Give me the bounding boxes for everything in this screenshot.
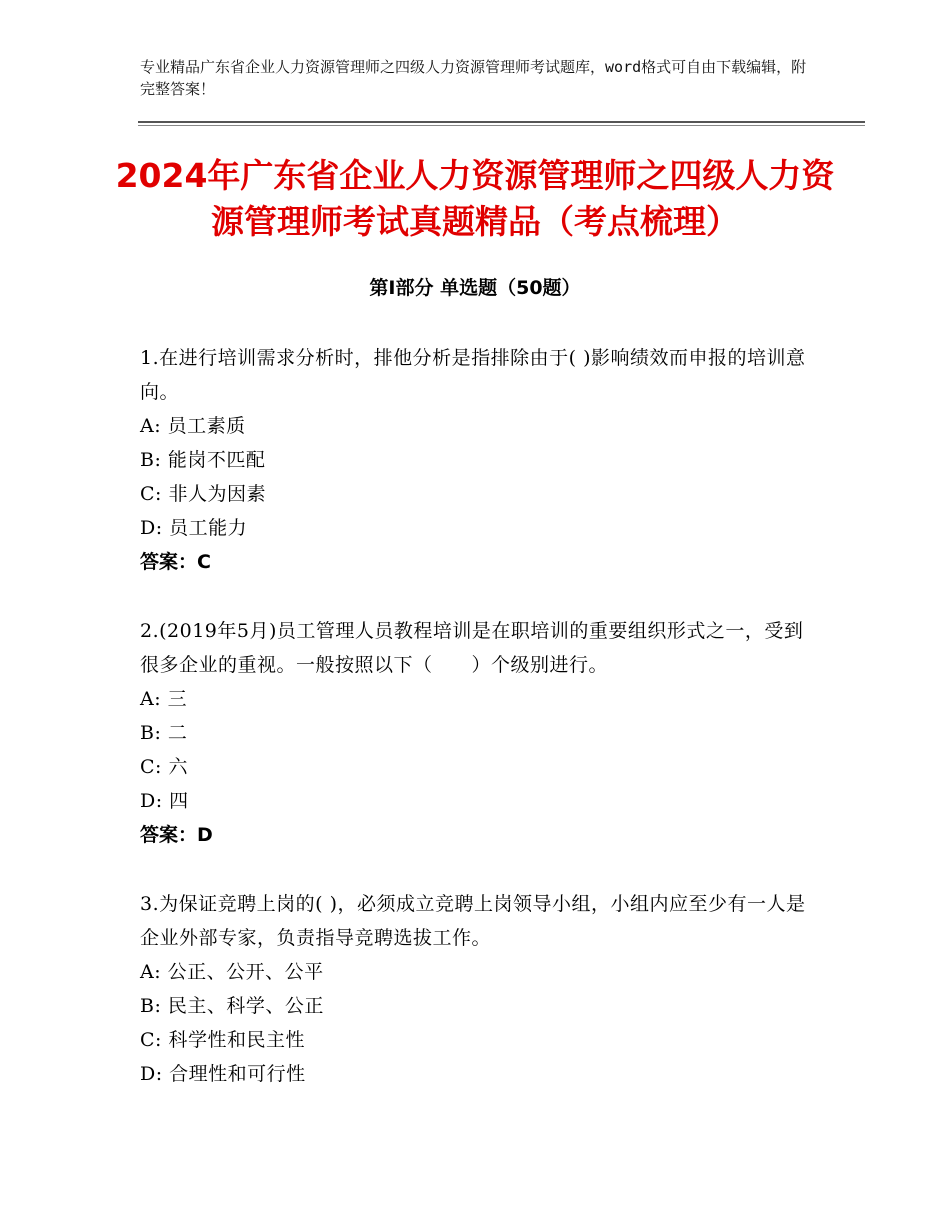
option-c: C: 六 bbox=[140, 756, 188, 778]
question-stem: 1.在进行培训需求分析时，排他分析是指排除由于( )影响绩效而申报的培训意向。 bbox=[140, 347, 806, 403]
option-d: D: 合理性和可行性 bbox=[140, 1063, 306, 1085]
question-stem: 2.(2019年5月)员工管理人员教程培训是在职培训的重要组织形式之一，受到很多企业的重视。一般按照以下（ ）个级别进行。 bbox=[140, 620, 804, 676]
header-divider-thin bbox=[138, 125, 865, 126]
option-d: D: 员工能力 bbox=[140, 517, 248, 539]
option-c: C: 科学性和民主性 bbox=[140, 1029, 305, 1051]
option-a: A: 三 bbox=[140, 688, 188, 710]
option-b: B: 能岗不匹配 bbox=[140, 449, 266, 471]
option-b: B: 民主、科学、公正 bbox=[140, 995, 324, 1017]
document-title: 2024年广东省企业人力资源管理师之四级人力资源管理师考试真题精品（考点梳理） bbox=[115, 156, 835, 241]
option-d: D: 四 bbox=[140, 790, 189, 812]
option-a: A: 员工素质 bbox=[140, 415, 246, 437]
question-1 bbox=[140, 341, 820, 579]
option-a: A: 公正、公开、公平 bbox=[140, 961, 324, 983]
question-3 bbox=[140, 887, 820, 1091]
header-note: 专业精品广东省企业人力资源管理师之四级人力资源管理师考试题库，word格式可自由下载编辑，附完整答案！ bbox=[140, 58, 807, 98]
answer: 答案：C bbox=[140, 551, 211, 573]
option-c: C: 非人为因素 bbox=[140, 483, 266, 505]
header-divider bbox=[138, 121, 865, 123]
section-heading: 第Ⅰ部分 单选题（50题） bbox=[369, 277, 581, 299]
option-b: B: 二 bbox=[140, 722, 188, 744]
question-stem: 3.为保证竞聘上岗的( )，必须成立竞聘上岗领导小组，小组内应至少有一人是企业外部专家，负责指导竞聘选拔工作。 bbox=[140, 893, 806, 949]
question-2 bbox=[140, 614, 820, 852]
answer: 答案：D bbox=[140, 824, 213, 846]
